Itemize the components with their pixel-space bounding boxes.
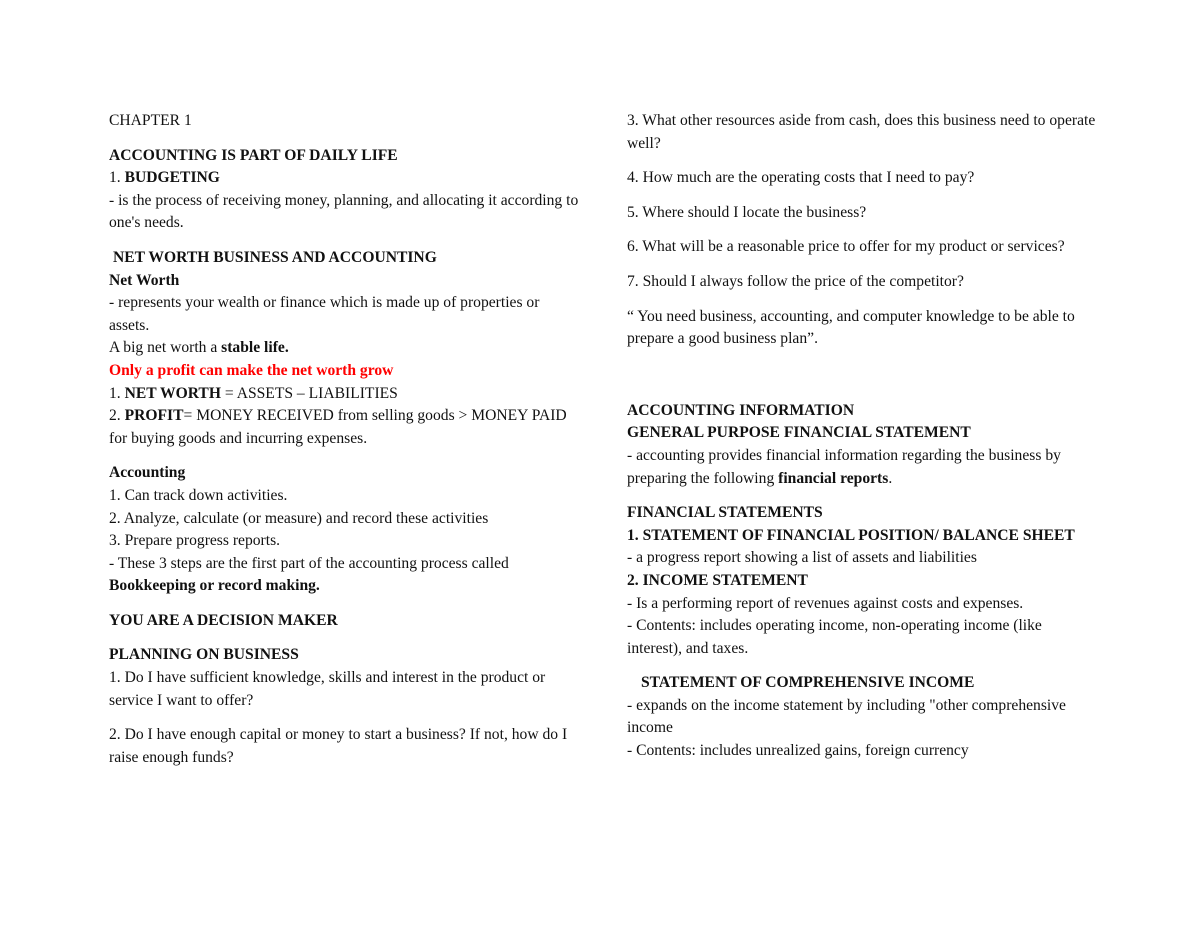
budgeting-heading: 1. BUDGETING [109, 169, 220, 187]
net-worth-label: Net Worth [109, 271, 180, 289]
accounting-step: 3. Prepare progress reports. [109, 532, 281, 550]
general-purpose-description: - accounting provides financial information regarding the business by preparing the following financial reports. [627, 446, 1061, 487]
section-planning-title: PLANNING ON BUSINESS [109, 646, 299, 664]
balance-sheet-description: - a progress report showing a list of assets and liabilities [627, 549, 977, 567]
comprehensive-income-description: - expands on the income statement by including "other comprehensive income [627, 696, 1066, 737]
section-decision-maker-title: YOU ARE A DECISION MAKER [109, 611, 338, 629]
financial-statements-title: FINANCIAL STATEMENTS [627, 504, 823, 522]
accounting-label: Accounting [109, 464, 186, 482]
net-worth-description: - represents your wealth or finance which is made up of properties or assets. [109, 294, 540, 334]
income-statement-contents: - Contents: includes operating income, non-operating income (like interest), and taxes. [627, 617, 1042, 657]
question-6: 6. What will be a reasonable price to offer for my product or services? [627, 238, 1065, 256]
accounting-step: 1. Can track down activities. [109, 486, 288, 504]
business-plan-quote: “ You need business, accounting, and computer knowledge to be able to prepare a good business plan”. [627, 307, 1075, 348]
budgeting-description: - is the process of receiving money, planning, and allocating it according to one's needs. [109, 191, 579, 232]
question-1: 1. Do I have sufficient knowledge, skills and interest in the product or service I want to offer? [109, 669, 546, 709]
balance-sheet-title: 1. STATEMENT OF FINANCIAL POSITION/ BALANCE SHEET [627, 526, 1075, 544]
income-statement-description: - Is a performing report of revenues against costs and expenses. [627, 594, 1024, 612]
general-purpose-title: GENERAL PURPOSE FINANCIAL STATEMENT [627, 424, 971, 442]
comprehensive-income-title: STATEMENT OF COMPREHENSIVE INCOME [641, 674, 975, 692]
accounting-information-title: ACCOUNTING INFORMATION [627, 401, 855, 419]
profit-highlight: Only a profit can make the net worth grow [109, 361, 394, 379]
formula-profit: 2. PROFIT= MONEY RECEIVED from selling goods > MONEY PAID for buying goods and incurring expenses. [109, 407, 567, 447]
income-statement-title: 2. INCOME STATEMENT [627, 571, 808, 589]
formula-net-worth: 1. NET WORTH = ASSETS – LIABILITIES [109, 384, 398, 402]
question-3: 3. What other resources aside from cash, does this business need to operate well? [627, 112, 1096, 152]
chapter-heading: CHAPTER 1 [109, 112, 192, 129]
question-4: 4. How much are the operating costs that I need to pay? [627, 169, 975, 187]
left-column [109, 110, 579, 769]
question-2: 2. Do I have enough capital or money to start a business? If not, how do I raise enough funds? [109, 726, 568, 766]
question-7: 7. Should I always follow the price of the competitor? [627, 272, 964, 290]
big-net-worth-line: A big net worth a stable life. [109, 339, 289, 357]
section-daily-life-title: ACCOUNTING IS PART OF DAILY LIFE [109, 146, 398, 164]
section-net-worth-title: NET WORTH BUSINESS AND ACCOUNTING [113, 248, 437, 266]
question-5: 5. Where should I locate the business? [627, 203, 867, 221]
accounting-note: - These 3 steps are the first part of the accounting process called Bookkeeping or record making. [109, 554, 509, 595]
right-column [627, 110, 1097, 763]
accounting-step: 2. Analyze, calculate (or measure) and record these activities [109, 509, 489, 527]
comprehensive-income-contents: - Contents: includes unrealized gains, foreign currency [627, 742, 969, 760]
